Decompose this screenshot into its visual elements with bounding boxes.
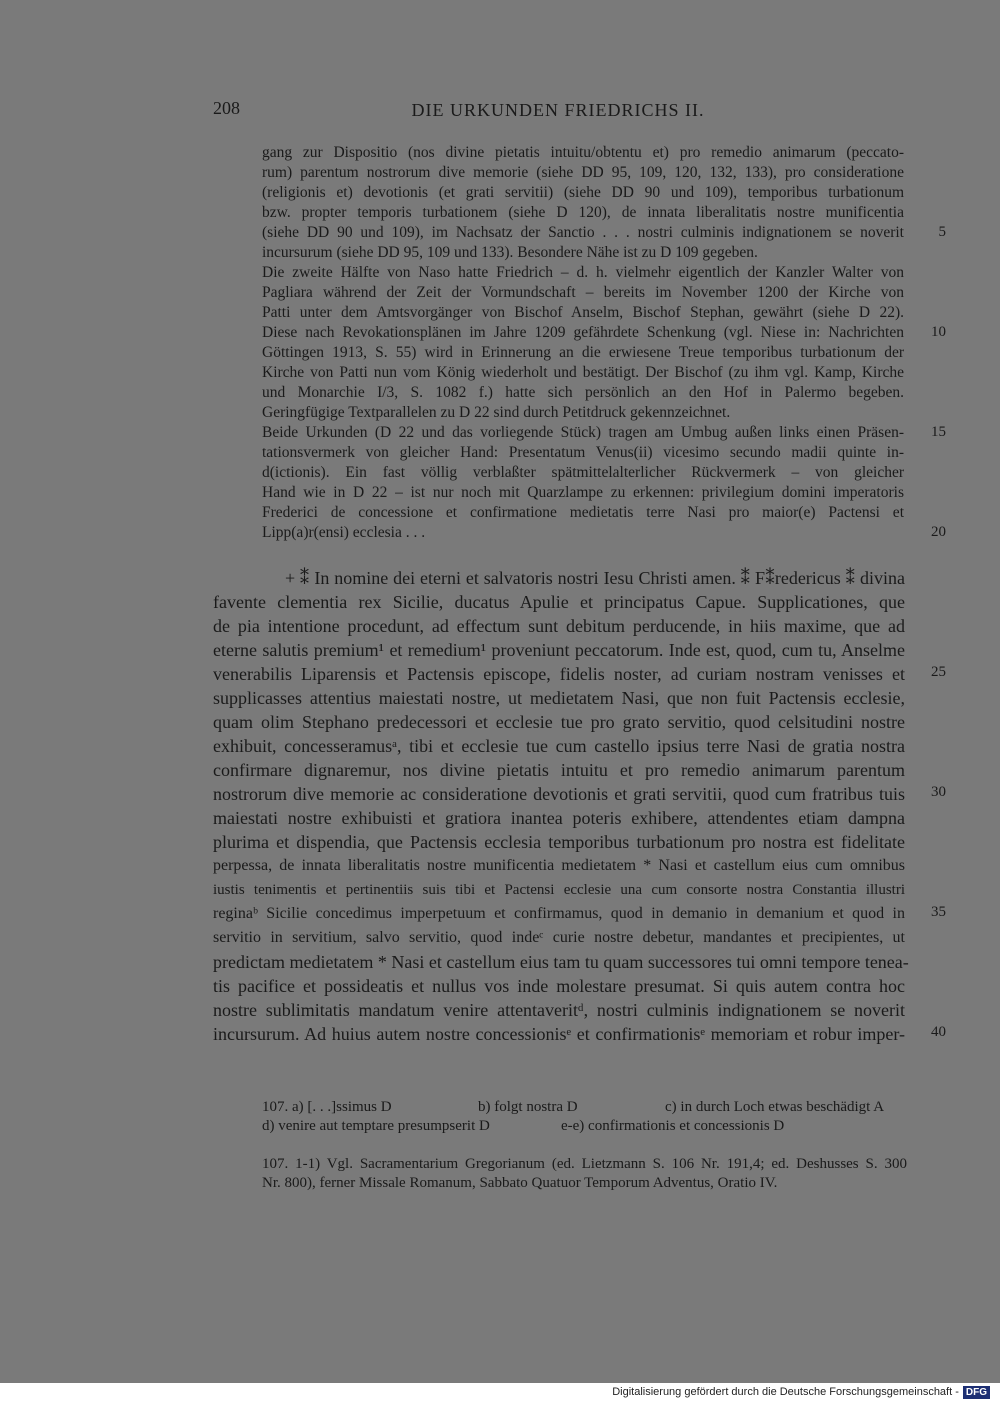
intro-line: Geringfügige Textparallelen zu D 22 sind durch Petitdruck gekennzeichnet.: [262, 404, 731, 421]
intro-line: Die zweite Hälfte von Naso hatte Friedrich – d. h. vielmehr eigentlich der Kanzler Walter von: [262, 264, 904, 281]
intro-line: Diese nach Revokationsplänen im Jahre 1209 gefährdete Schenkung (vgl. Niese in: Nachrichten: [262, 324, 904, 341]
intro-line: incursurum (siehe DD 95, 109 und 133). Besondere Nähe ist zu D 109 gegeben.: [262, 244, 758, 261]
intro-line: Beide Urkunden (D 22 und das vorliegende Stück) tragen am Umbug außen links einen Präsen-: [262, 424, 904, 441]
charter-line: eterne salutis premium¹ et remedium¹ proveniunt peccatorum. Inde est, quod, cum tu, Anselme: [213, 640, 905, 660]
footnote-e: e-e) confirmationis et concessionis D: [561, 1118, 785, 1134]
footnote-b: b) folgt nostra D: [478, 1099, 578, 1115]
intro-line: und Monarchie I/3, S. 1082 f.) hatte sich persönlich an den Hof in Palermo begeben.: [262, 384, 904, 401]
line-number: 40: [931, 1024, 946, 1040]
line-number: 30: [931, 784, 946, 800]
line-number: 15: [931, 424, 946, 440]
charter-line: predictam medietatem * Nasi et castellum eius tam tu quam successores tui omni tempore tenea-: [213, 952, 909, 972]
charter-line: exhibuit, concesseramusᵃ, tibi et ecclesie tue cum castello ipsius terre Nasi de gratia nostra: [213, 736, 905, 756]
dfg-logo[interactable]: DFG: [963, 1386, 990, 1399]
running-header: [213, 98, 903, 122]
intro-line: Frederici de concessione et confirmatione medietatis terre Nasi pro maior(e) Pactensi et: [262, 504, 904, 521]
intro-line: tationsvermerk von gleicher Hand: Presentatum Venus(ii) vicesimo secundo madii quinte in-: [262, 444, 904, 461]
source-note-line: 107. 1-1) Vgl. Sacramentarium Gregorianum (ed. Lietzmann S. 106 Nr. 191,4; ed. Deshusses S. 300: [262, 1156, 907, 1172]
charter-line: servitio in servitium, salvo servitio, quod indeᶜ curie nostre debetur, mandantes et precipientes, ut: [213, 929, 905, 946]
charter-line: + ⁑ In nomine dei eterni et salvatoris nostri Iesu Christi amen. ⁑ F⁑redericus ⁑ divina: [285, 568, 905, 588]
intro-line: Hand wie in D 22 – ist nur noch mit Quarzlampe zu erkennen: privilegium domini imperatoris: [262, 484, 904, 501]
line-number: 10: [931, 324, 946, 340]
charter-line: supplicasses attentius maiestati nostre, ut medietatem Nasi, que non fuit Pactensis ecclesie,: [213, 688, 905, 708]
intro-line: Lipp(a)r(ensi) ecclesia . . .: [262, 524, 426, 541]
funding-credit: Digitalisierung gefördert durch die Deutsche Forschungsgemeinschaft -: [612, 1386, 959, 1398]
charter-line: nostrorum dive memorie ac consideratione devotionis et grati servitii, quod cum fratribus tuis: [213, 784, 905, 804]
intro-line: Pagliara während der Zeit der Vormundschaft – bereits im November 1200 der Kirche von: [262, 284, 904, 301]
charter-line: maiestati nostre exhibuisti et gratiora inantea poteris exhibere, attendentes etiam dampna: [213, 808, 905, 828]
charter-line: iustis tenimentis et pertinentiis suis tibi et Pactensi ecclesie una cum consorte nostra Constantia illustri: [213, 882, 905, 898]
charter-line: perpessa, de innata liberalitatis nostre munificentia medietatem * Nasi et castellum eius cum omnibus: [213, 857, 905, 874]
intro-line: Patti unter dem Amtsvorgänger von Bischof Anselm, Bischof Stephan, gewährt (siehe D 22).: [262, 304, 904, 321]
source-notes: [262, 1155, 907, 1193]
charter-text: [213, 566, 909, 1046]
footnote-c: c) in durch Loch etwas beschädigt A: [665, 1099, 885, 1115]
charter-line: incursurum. Ad huius autem nostre concessionisᵉ et confirmationisᵉ memoriam et robur imper-: [213, 1024, 905, 1044]
source-note-line: Nr. 800), ferner Missale Romanum, Sabbato Quatuor Temporum Adventus, Oratio IV.: [262, 1175, 778, 1191]
charter-line: quam olim Stephano predecessori et ecclesie tue pro grato servitio, quod celsitudini nostre: [213, 712, 905, 732]
line-number: 35: [931, 904, 946, 920]
page-number: 208: [213, 98, 240, 118]
intro-line: rum) parentum nostrorum dive memorie (siehe DD 95, 109, 120, 132, 133), pro consideratione: [262, 164, 904, 181]
charter-line: reginaᵇ Sicilie concedimus imperpetuum et confirmamus, quod in demanio in demanium et quod in: [213, 905, 905, 922]
introduction-text: [262, 143, 904, 543]
line-number: 5: [938, 224, 946, 240]
footnote-a: 107. a) [. . .]ssimus D: [262, 1099, 392, 1115]
footnote-d: d) venire aut temptare presumpserit D: [262, 1118, 490, 1134]
charter-line: plurima et dispendia, que Pactensis ecclesia temporibus turbationum pro nostra est fidelitate: [213, 832, 905, 852]
intro-line: Göttingen 1913, S. 55) wird in Erinnerung an die erwiesene Treue temporibus turbationum der: [262, 344, 904, 361]
line-number: 20: [931, 524, 946, 540]
charter-line: favente clementia rex Sicilie, ducatus Apulie et principatus Capue. Supplicationes, que: [213, 592, 905, 612]
intro-line: gang zur Dispositio (nos divine pietatis intuitu/obtentu et) pro remedio animarum (peccato-: [262, 144, 904, 161]
intro-line: bzw. propter temporis turbationem (siehe D 120), de innata liberalitatis nostre munificentia: [262, 204, 904, 221]
charter-line: nostre sublimitatis mandatum venire attentaveritᵈ, nostri culminis indignationem se noverit: [213, 1000, 905, 1020]
line-number: 25: [931, 664, 946, 680]
charter-line: venerabilis Liparensis et Pactensis episcope, fidelis noster, ad curiam nostram venisses et: [213, 664, 905, 684]
critical-apparatus: [262, 1098, 907, 1136]
footer-credit: [612, 1386, 990, 1401]
intro-line: Kirche von Patti nun vom König wiederholt und bestätigt. Der Bischof (zu ihm vgl. Kamp, Kirche: [262, 364, 904, 381]
intro-line: (religionis et) devotionis (et grati servitii) (siehe DD 90 und 109), temporibus turbationum: [262, 184, 904, 201]
charter-line: de pia intentione procedunt, ad effectum sunt debitum perducende, in hiis maxime, que ad: [213, 616, 905, 636]
running-title: DIE URKUNDEN FRIEDRICHS II.: [411, 100, 705, 120]
charter-line: confirmare dignaremur, nos divine pietatis intuitu et pro remedio animarum parentum: [213, 760, 905, 780]
charter-line: tis pacifice et possideatis et nullus vos inde molestare presumat. Si quis autem contra hoc: [213, 976, 905, 996]
intro-line: d(ictionis). Ein fast völlig verblaßter spätmittelalterlicher Rückvermerk – von gleicher: [262, 464, 904, 481]
intro-line: (siehe DD 90 und 109), im Nachsatz der Sanctio . . . nostri culminis indignationem se noverit: [262, 224, 904, 241]
